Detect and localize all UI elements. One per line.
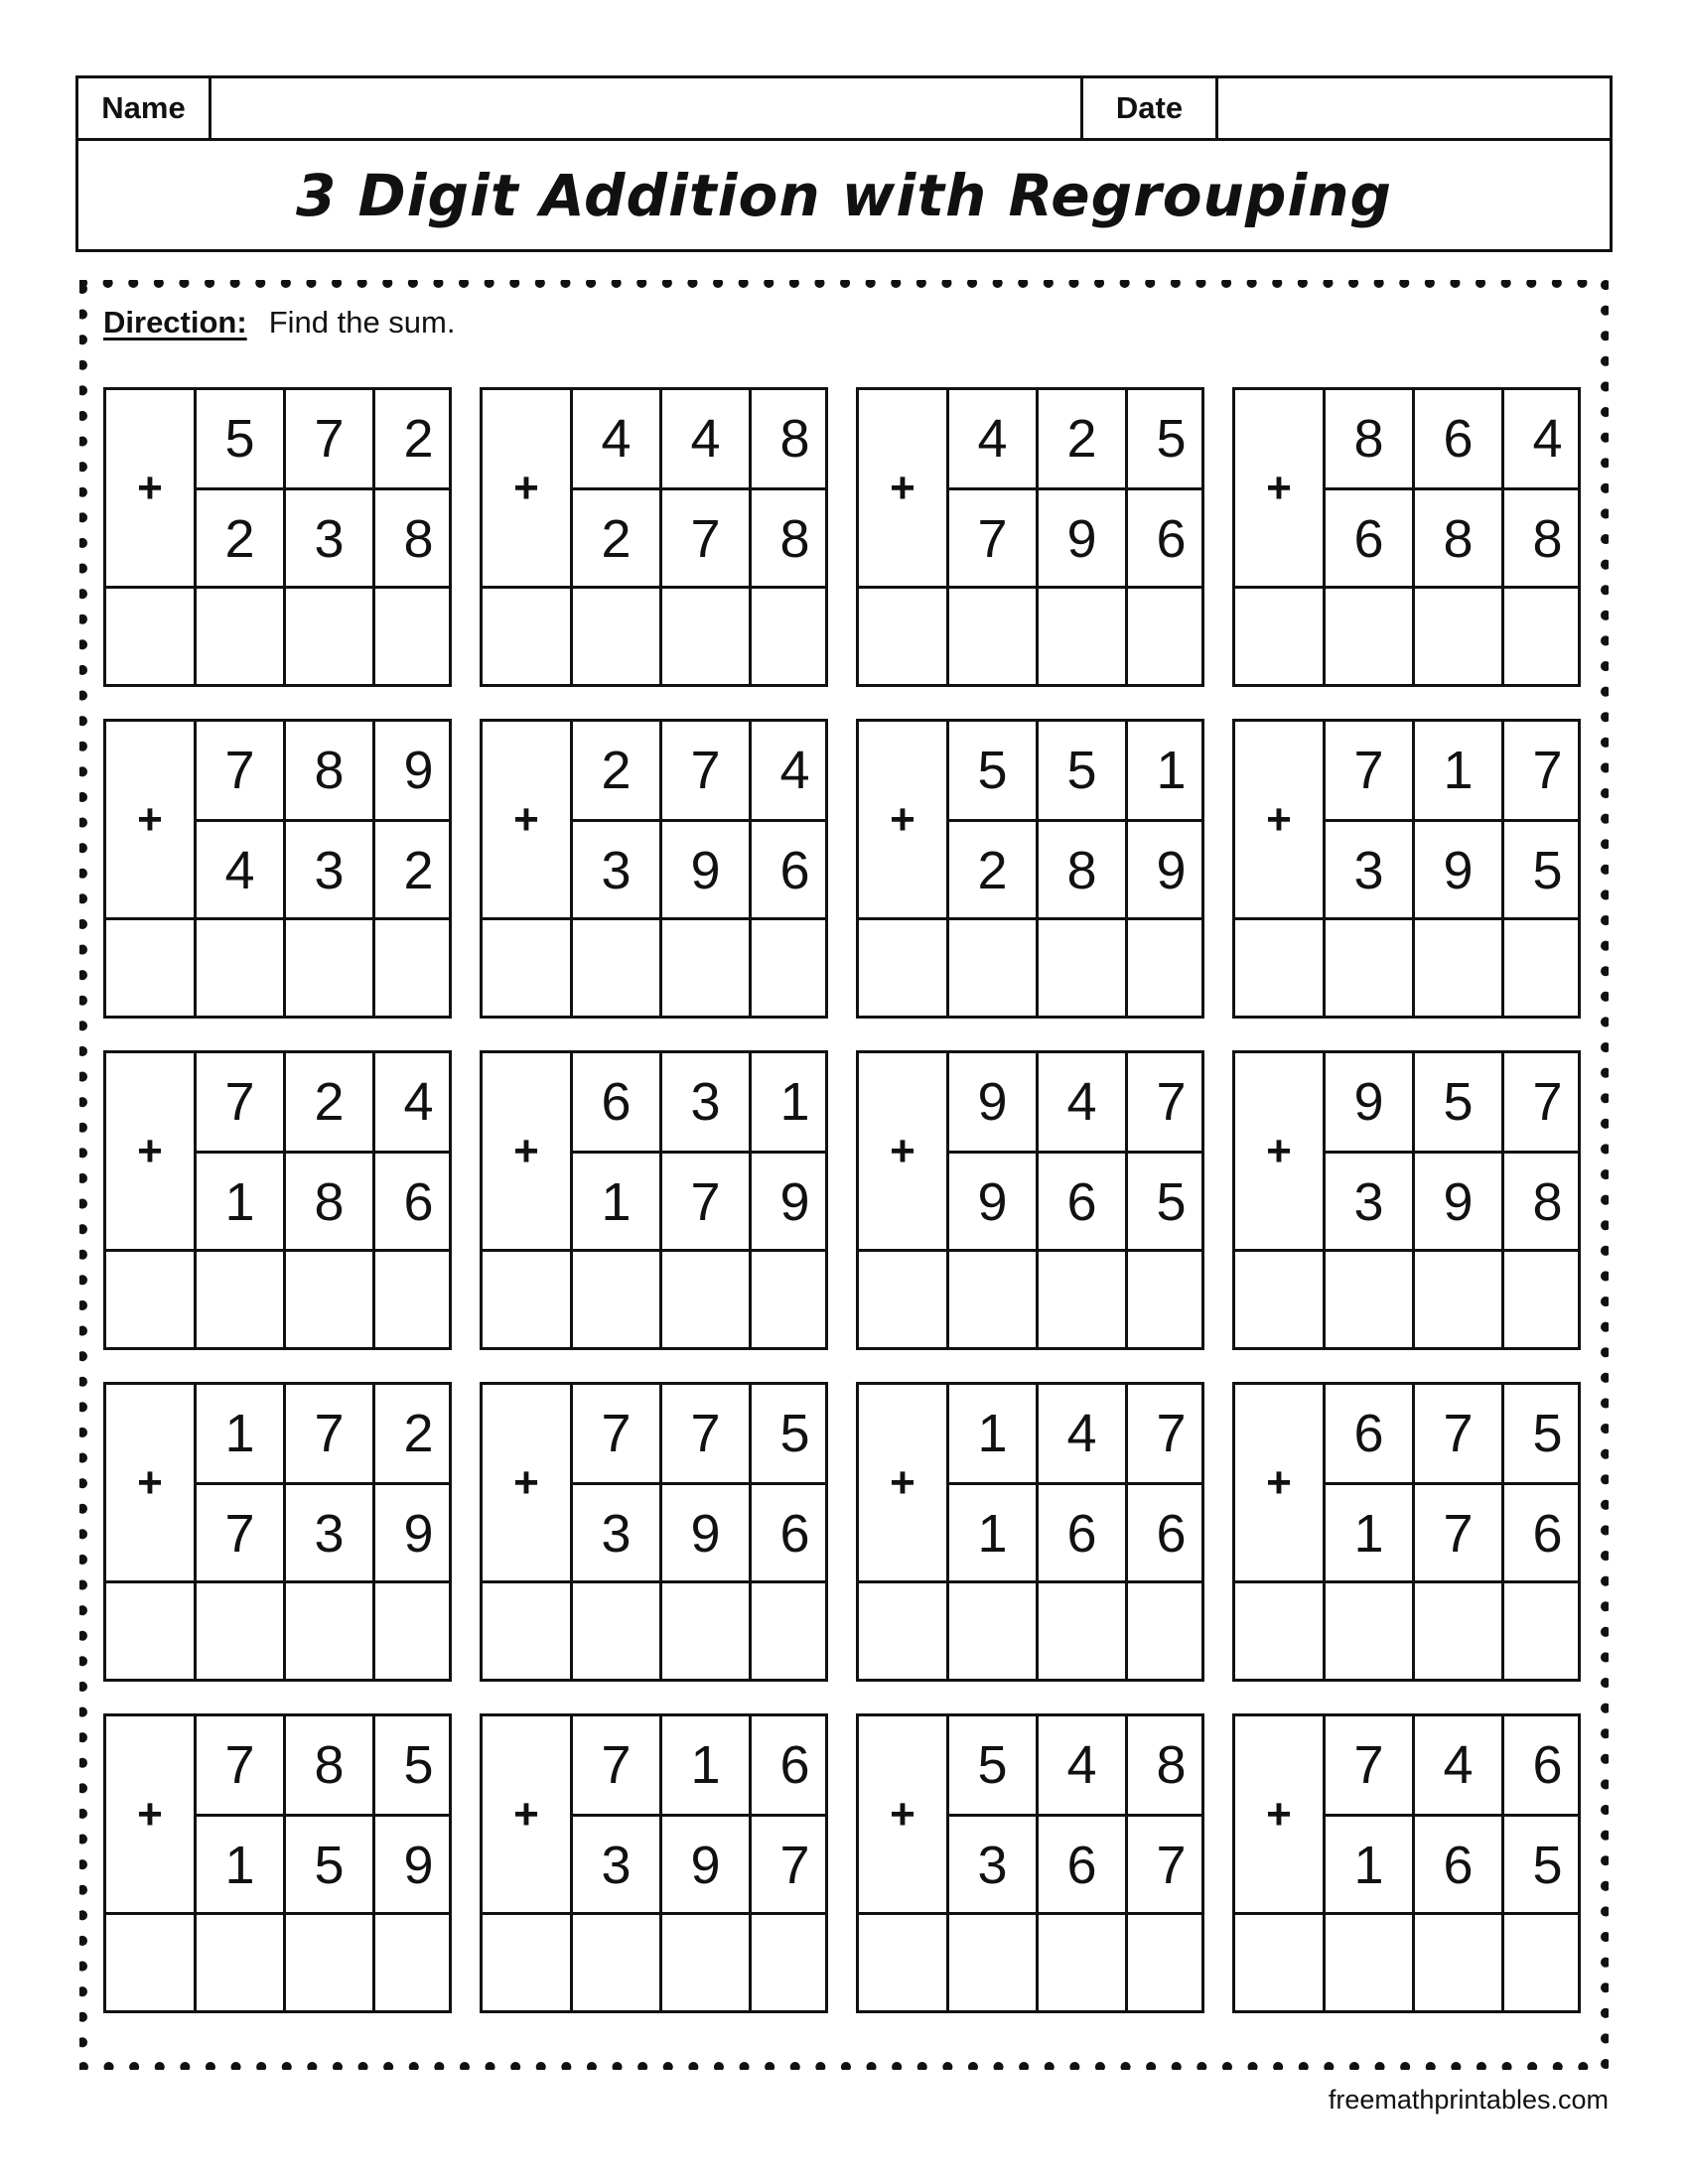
bottom-digit: 6	[1532, 1504, 1563, 1564]
answer-carry-cell[interactable]	[483, 1252, 570, 1347]
plus-sign: +	[890, 1457, 915, 1507]
top-digit: 2	[403, 1404, 434, 1463]
top-digit: 5	[1443, 1072, 1474, 1132]
bottom-digit: 3	[601, 1504, 632, 1564]
answer-cell[interactable]	[573, 1252, 659, 1347]
problem-box	[103, 719, 452, 1019]
answer-carry-cell[interactable]	[1235, 1252, 1323, 1347]
bottom-digit: 9	[977, 1172, 1008, 1232]
answer-carry-cell[interactable]	[1235, 1583, 1323, 1679]
problem-box	[1232, 1050, 1581, 1350]
answer-cell[interactable]	[1504, 920, 1591, 1016]
top-digit: 5	[224, 409, 255, 469]
top-digit: 7	[314, 409, 345, 469]
top-digit: 5	[779, 1404, 810, 1463]
bottom-digit: 8	[1443, 509, 1474, 569]
bottom-digit: 5	[1156, 1172, 1187, 1232]
direction-label: Direction:	[103, 305, 247, 340]
answer-cell[interactable]	[197, 920, 283, 1016]
top-digit: 2	[1066, 409, 1097, 469]
bottom-digit: 8	[403, 509, 434, 569]
top-digit: 7	[601, 1735, 632, 1795]
top-digit: 5	[1156, 409, 1187, 469]
answer-cell[interactable]	[286, 1583, 372, 1679]
bottom-digit: 3	[1353, 1172, 1384, 1232]
answer-cell[interactable]	[286, 589, 372, 684]
bottom-digit: 6	[1156, 509, 1187, 569]
bottom-digit: 9	[1156, 841, 1187, 900]
plus-sign: +	[137, 1457, 163, 1507]
answer-cell[interactable]	[197, 1583, 283, 1679]
top-digit: 7	[1532, 1072, 1563, 1132]
bottom-digit: 8	[1532, 509, 1563, 569]
top-digit: 4	[601, 409, 632, 469]
answer-carry-cell[interactable]	[1235, 1915, 1323, 2010]
answer-cell[interactable]	[286, 1252, 372, 1347]
plus-sign: +	[137, 794, 163, 844]
answer-carry-cell[interactable]	[1235, 589, 1323, 684]
answer-cell[interactable]	[1128, 1252, 1214, 1347]
answer-cell[interactable]	[375, 1252, 462, 1347]
plus-sign: +	[1266, 794, 1292, 844]
top-digit: 8	[314, 741, 345, 800]
problem-box	[103, 1382, 452, 1682]
top-digit: 6	[1443, 409, 1474, 469]
bottom-digit: 6	[779, 1504, 810, 1564]
answer-cell[interactable]	[1128, 1583, 1214, 1679]
answer-cell[interactable]	[1326, 920, 1412, 1016]
answer-cell[interactable]	[752, 1915, 838, 2010]
answer-cell[interactable]	[573, 1915, 659, 2010]
top-digit: 5	[1066, 741, 1097, 800]
bottom-digit: 2	[224, 509, 255, 569]
top-digit: 8	[314, 1735, 345, 1795]
top-digit: 7	[1353, 1735, 1384, 1795]
bottom-digit: 2	[977, 841, 1008, 900]
direction-line	[103, 300, 456, 345]
top-digit: 2	[601, 741, 632, 800]
answer-cell[interactable]	[1039, 920, 1125, 1016]
top-digit: 8	[1353, 409, 1384, 469]
top-digit: 9	[977, 1072, 1008, 1132]
plus-sign: +	[890, 1126, 915, 1175]
answer-cell[interactable]	[197, 1252, 283, 1347]
top-digit: 1	[1156, 741, 1187, 800]
answer-cell[interactable]	[573, 1583, 659, 1679]
answer-carry-cell[interactable]	[483, 1583, 570, 1679]
plus-sign: +	[137, 1126, 163, 1175]
answer-cell[interactable]	[1415, 1252, 1501, 1347]
answer-cell[interactable]	[197, 589, 283, 684]
bottom-digit: 6	[1066, 1172, 1097, 1232]
top-digit: 7	[1353, 741, 1384, 800]
top-digit: 6	[779, 1735, 810, 1795]
answer-carry-cell[interactable]	[483, 1915, 570, 2010]
answer-cell[interactable]	[1128, 920, 1214, 1016]
top-digit: 4	[403, 1072, 434, 1132]
top-digit: 7	[224, 741, 255, 800]
bottom-digit: 7	[779, 1836, 810, 1895]
answer-cell[interactable]	[1326, 1915, 1412, 2010]
answer-carry-cell[interactable]	[859, 1583, 946, 1679]
answer-carry-cell[interactable]	[106, 1583, 194, 1679]
date-field[interactable]	[1218, 78, 1610, 138]
answer-carry-cell[interactable]	[106, 589, 194, 684]
problem-box	[103, 1050, 452, 1350]
answer-carry-cell[interactable]	[859, 920, 946, 1016]
answer-cell[interactable]	[662, 1915, 749, 2010]
answer-cell[interactable]	[949, 1252, 1036, 1347]
bottom-digit: 7	[977, 509, 1008, 569]
bottom-digit: 9	[403, 1504, 434, 1564]
bottom-digit: 3	[314, 509, 345, 569]
problem-box	[103, 1713, 452, 2013]
answer-cell[interactable]	[949, 920, 1036, 1016]
problem-box	[480, 387, 828, 687]
answer-cell[interactable]	[286, 920, 372, 1016]
answer-cell[interactable]	[197, 1915, 283, 2010]
name-label: Name	[78, 78, 211, 138]
top-digit: 7	[690, 741, 721, 800]
answer-cell[interactable]	[752, 1252, 838, 1347]
plus-sign: +	[1266, 463, 1292, 512]
plus-sign: +	[513, 1126, 539, 1175]
answer-cell[interactable]	[1039, 589, 1125, 684]
problem-box	[1232, 1713, 1581, 2013]
plus-sign: +	[513, 794, 539, 844]
answer-cell[interactable]	[1504, 589, 1591, 684]
bottom-digit: 5	[1532, 841, 1563, 900]
answer-cell[interactable]	[1326, 589, 1412, 684]
answer-cell[interactable]	[949, 1915, 1036, 2010]
bottom-digit: 3	[601, 841, 632, 900]
bottom-digit: 8	[314, 1172, 345, 1232]
top-digit: 7	[601, 1404, 632, 1463]
bottom-digit: 8	[1066, 841, 1097, 900]
problem-box	[856, 1713, 1204, 2013]
top-digit: 7	[314, 1404, 345, 1463]
bottom-digit: 1	[601, 1172, 632, 1232]
bottom-digit: 4	[224, 841, 255, 900]
bottom-digit: 1	[224, 1172, 255, 1232]
answer-cell[interactable]	[949, 589, 1036, 684]
answer-cell[interactable]	[1415, 589, 1501, 684]
answer-cell[interactable]	[662, 589, 749, 684]
top-digit: 4	[1532, 409, 1563, 469]
answer-cell[interactable]	[1039, 1583, 1125, 1679]
top-digit: 6	[1532, 1735, 1563, 1795]
answer-carry-cell[interactable]	[1235, 920, 1323, 1016]
bottom-digit: 6	[1353, 509, 1384, 569]
bottom-digit: 9	[403, 1836, 434, 1895]
problem-box	[480, 1050, 828, 1350]
plus-sign: +	[890, 794, 915, 844]
top-digit: 4	[1443, 1735, 1474, 1795]
answer-carry-cell[interactable]	[859, 1252, 946, 1347]
answer-cell[interactable]	[1326, 1252, 1412, 1347]
answer-carry-cell[interactable]	[859, 1915, 946, 2010]
bottom-digit: 7	[690, 509, 721, 569]
bottom-digit: 3	[977, 1836, 1008, 1895]
plus-sign: +	[513, 1789, 539, 1839]
problem-box	[480, 1382, 828, 1682]
answer-cell[interactable]	[662, 1583, 749, 1679]
top-digit: 7	[1156, 1404, 1187, 1463]
bottom-digit: 9	[690, 1836, 721, 1895]
top-digit: 1	[779, 1072, 810, 1132]
bottom-digit: 5	[314, 1836, 345, 1895]
bottom-digit: 1	[1353, 1836, 1384, 1895]
bottom-digit: 8	[1532, 1172, 1563, 1232]
answer-cell[interactable]	[1039, 1915, 1125, 2010]
answer-cell[interactable]	[1039, 1252, 1125, 1347]
plus-sign: +	[1266, 1457, 1292, 1507]
bottom-digit: 9	[779, 1172, 810, 1232]
top-digit: 6	[1353, 1404, 1384, 1463]
top-digit: 7	[224, 1072, 255, 1132]
problem-box	[480, 719, 828, 1019]
answer-cell[interactable]	[949, 1583, 1036, 1679]
bottom-digit: 5	[1532, 1836, 1563, 1895]
top-digit: 4	[1066, 1072, 1097, 1132]
top-digit: 4	[977, 409, 1008, 469]
problem-box	[856, 1382, 1204, 1682]
answer-cell[interactable]	[286, 1915, 372, 2010]
answer-cell[interactable]	[752, 589, 838, 684]
answer-cell[interactable]	[662, 1252, 749, 1347]
top-digit: 3	[690, 1072, 721, 1132]
top-digit: 4	[690, 409, 721, 469]
problem-box	[856, 387, 1204, 687]
problem-box	[856, 719, 1204, 1019]
answer-cell[interactable]	[752, 1583, 838, 1679]
bottom-digit: 6	[1156, 1504, 1187, 1564]
answer-cell[interactable]	[1415, 1915, 1501, 2010]
bottom-digit: 7	[1443, 1504, 1474, 1564]
top-digit: 1	[977, 1404, 1008, 1463]
answer-cell[interactable]	[1326, 1583, 1412, 1679]
top-digit: 2	[403, 409, 434, 469]
answer-cell[interactable]	[1504, 1252, 1591, 1347]
answer-carry-cell[interactable]	[483, 920, 570, 1016]
top-digit: 6	[601, 1072, 632, 1132]
answer-cell[interactable]	[1504, 1915, 1591, 2010]
answer-cell[interactable]	[1128, 1915, 1214, 2010]
bottom-digit: 7	[690, 1172, 721, 1232]
top-digit: 1	[690, 1735, 721, 1795]
top-digit: 4	[779, 741, 810, 800]
answer-carry-cell[interactable]	[106, 1252, 194, 1347]
top-digit: 9	[1353, 1072, 1384, 1132]
top-digit: 8	[1156, 1735, 1187, 1795]
plus-sign: +	[513, 1457, 539, 1507]
top-digit: 4	[1066, 1404, 1097, 1463]
name-field[interactable]	[211, 78, 1083, 138]
problem-box	[480, 1713, 828, 2013]
bottom-digit: 1	[1353, 1504, 1384, 1564]
problem-box	[856, 1050, 1204, 1350]
plus-sign: +	[137, 1789, 163, 1839]
bottom-digit: 9	[690, 841, 721, 900]
problem-box	[1232, 719, 1581, 1019]
plus-sign: +	[1266, 1126, 1292, 1175]
answer-cell[interactable]	[375, 1583, 462, 1679]
bottom-digit: 7	[1156, 1836, 1187, 1895]
answer-carry-cell[interactable]	[106, 920, 194, 1016]
top-digit: 7	[1532, 741, 1563, 800]
bottom-digit: 1	[977, 1504, 1008, 1564]
plus-sign: +	[513, 463, 539, 512]
answer-cell[interactable]	[573, 920, 659, 1016]
top-digit: 7	[224, 1735, 255, 1795]
top-digit: 4	[1066, 1735, 1097, 1795]
bottom-digit: 2	[601, 509, 632, 569]
top-digit: 2	[314, 1072, 345, 1132]
bottom-digit: 3	[601, 1836, 632, 1895]
bottom-digit: 9	[1443, 841, 1474, 900]
date-label: Date	[1083, 78, 1218, 138]
bottom-digit: 6	[1066, 1836, 1097, 1895]
answer-carry-cell[interactable]	[859, 589, 946, 684]
plus-sign: +	[1266, 1789, 1292, 1839]
top-digit: 1	[224, 1404, 255, 1463]
problem-box	[103, 387, 452, 687]
problem-box	[1232, 387, 1581, 687]
footer-source: freemathprintables.com	[1328, 2085, 1609, 2115]
top-digit: 7	[690, 1404, 721, 1463]
bottom-digit: 8	[779, 509, 810, 569]
top-digit: 1	[1443, 741, 1474, 800]
bottom-digit: 6	[1443, 1836, 1474, 1895]
bottom-digit: 6	[779, 841, 810, 900]
bottom-digit: 9	[1443, 1172, 1474, 1232]
plus-sign: +	[890, 1789, 915, 1839]
header-row	[78, 78, 1610, 141]
bottom-digit: 2	[403, 841, 434, 900]
answer-carry-cell[interactable]	[106, 1915, 194, 2010]
plus-sign: +	[890, 463, 915, 512]
answer-cell[interactable]	[1128, 589, 1214, 684]
bottom-digit: 1	[224, 1836, 255, 1895]
answer-cell[interactable]	[1415, 1583, 1501, 1679]
top-digit: 5	[403, 1735, 434, 1795]
answer-cell[interactable]	[375, 1915, 462, 2010]
bottom-digit: 6	[1066, 1504, 1097, 1564]
top-digit: 8	[779, 409, 810, 469]
answer-cell[interactable]	[573, 589, 659, 684]
bottom-digit: 3	[314, 1504, 345, 1564]
top-digit: 5	[1532, 1404, 1563, 1463]
worksheet-title: 3 Digit Addition with Regrouping	[295, 161, 1393, 229]
bottom-digit: 6	[403, 1172, 434, 1232]
bottom-digit: 7	[224, 1504, 255, 1564]
plus-sign: +	[137, 463, 163, 512]
header-box	[75, 75, 1613, 252]
answer-cell[interactable]	[662, 920, 749, 1016]
direction-text: Find the sum.	[268, 305, 456, 340]
answer-cell[interactable]	[375, 589, 462, 684]
top-digit: 5	[977, 1735, 1008, 1795]
bottom-digit: 9	[690, 1504, 721, 1564]
top-digit: 7	[1156, 1072, 1187, 1132]
top-digit: 5	[977, 741, 1008, 800]
bottom-digit: 3	[314, 841, 345, 900]
answer-cell[interactable]	[752, 920, 838, 1016]
top-digit: 7	[1443, 1404, 1474, 1463]
answer-cell[interactable]	[1504, 1583, 1591, 1679]
answer-cell[interactable]	[1415, 920, 1501, 1016]
bottom-digit: 3	[1353, 841, 1384, 900]
problem-box	[1232, 1382, 1581, 1682]
answer-cell[interactable]	[375, 920, 462, 1016]
bottom-digit: 9	[1066, 509, 1097, 569]
top-digit: 9	[403, 741, 434, 800]
answer-carry-cell[interactable]	[483, 589, 570, 684]
